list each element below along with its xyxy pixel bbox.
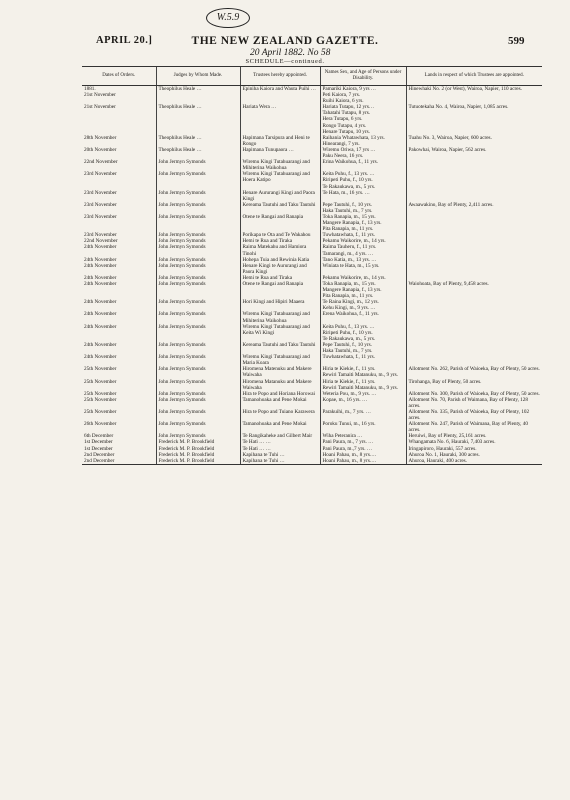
cell-date: 24th November [84, 274, 117, 281]
gazette-date: APRIL 20.] [96, 35, 153, 46]
cell-trustees: Henare Aururangi Kingi and Paora Kingi [240, 190, 320, 202]
cell-trustees: Hori Kingi and Hipiri Maaera [240, 299, 320, 311]
cell-date: 24th November [84, 281, 117, 287]
column-header-trustees: Trustees hereby appointed. [240, 67, 320, 86]
cell-trustees: Hiromena Matenuku and Makere Waiwaha [240, 366, 320, 378]
cell-trustees: Te Rangikaheke and Gilbert Mair [240, 433, 320, 439]
cell-lands [406, 324, 542, 342]
cell-judge: John Jermyn Symonds [156, 391, 240, 397]
schedule-table [82, 66, 542, 465]
cell-lands: Allotment No. 70, Parish of Waimana, Bay of Plenty, 128 acres. [406, 397, 542, 409]
table-row [82, 159, 542, 171]
cell-lands: Whangamata No. 6, Hauraki, 7,403 acres. [406, 439, 542, 445]
cell-lands [406, 342, 542, 354]
cell-trustees: Henare Kingi te Aururangi and Paora Kingi [240, 263, 320, 275]
cell-trustees: Kereama Tautuhi and Taku Tautuhi [240, 342, 320, 354]
cell-judge: John Jermyn Symonds [156, 379, 240, 391]
cell-lands: Pakowhai, Wairoa, Napier, 562 acres. [406, 147, 542, 159]
cell-judge: Theophilus Heale … [156, 147, 240, 159]
cell-names: Hariata Tutapu, 12 yrs… Tahatahi Tutapu, 8 yrs. Hera Tutapu, 6 yrs. Rongo Tutapu, 4 yrs. Henare Tutapu, 10 yrs. [320, 104, 406, 134]
cell-judge: John Jermyn Symonds [156, 232, 240, 238]
table-row [82, 311, 542, 323]
cell-trustees: Otene te Rangai and Ranapia [240, 281, 320, 299]
cell-judge: Theophilus Heale … [156, 86, 240, 105]
cell-trustees: Hemi te Rua and Tiraka [240, 238, 320, 244]
cell-names: Tano Katia, m., 13 yrs. … [320, 257, 406, 263]
cell-date: 25th November [84, 366, 117, 373]
cell-date: 25th November [84, 396, 117, 403]
cell-date: 1st December [84, 445, 113, 452]
cell-date: 23rd November [84, 201, 117, 208]
cell-lands: Waiohoata, Bay of Plenty, 9,458 acres. [406, 281, 542, 299]
cell-names: Winiata te Hata, m., 15 yrs. [320, 263, 406, 275]
cell-trustees: Tamanohoaka and Pene Mokai [240, 397, 320, 409]
cell-judge: Frederick M. P. Brookfield [156, 452, 240, 458]
cell-judge: John Jermyn Symonds [156, 433, 240, 439]
cell-date: 1881. 21st November [84, 86, 116, 99]
cell-date: 23rd November [84, 213, 117, 220]
cell-lands [406, 159, 542, 171]
cell-names: Wiremu Oriwa, 17 yrs … Paku Neera, 16 yrs. [320, 147, 406, 159]
gazette-title: THE NEW ZEALAND GAZETTE. [191, 35, 379, 47]
cell-date: 21st November [84, 104, 116, 111]
cell-date: 24th November [84, 262, 117, 269]
cell-names: Raihania Whatawhata, 13 yrs. Hinearangi, 7 yrs. [320, 135, 406, 147]
cell-names: Erina Waikohua, f., 11 yrs. [320, 159, 406, 171]
cell-names: Poroku Tunui, m., 16 yrs. [320, 421, 406, 433]
cell-judge: John Jermyn Symonds [156, 159, 240, 171]
cell-lands [406, 311, 542, 323]
cell-date: 20th November [84, 146, 117, 153]
cell-date: 6th December [84, 433, 114, 440]
cell-date: 22nd November [84, 238, 118, 245]
cell-judge: John Jermyn Symonds [156, 324, 240, 342]
cell-date: 1st December [84, 439, 113, 446]
cell-names: Pepe Tautuhi, f., 10 yrs. Haka Tautuhi, m., 7 yrs. [320, 202, 406, 214]
cell-trustees: Te Hati … … [240, 446, 320, 452]
cell-judge: John Jermyn Symonds [156, 366, 240, 378]
table-body [82, 86, 542, 465]
cell-date: 24th November [84, 299, 117, 306]
cell-names: Tuwhatawhata, f., 11 yrs. [320, 232, 406, 238]
cell-trustees: Wiremu Kingi Tutahuarangi and Maria Koara [240, 354, 320, 366]
cell-judge: John Jermyn Symonds [156, 311, 240, 323]
table-row [82, 244, 542, 256]
cell-names: Hiria te Kiekie, f., 11 yrs. Rewiri Tamaiti Matanuku, m., 9 yrs. [320, 366, 406, 378]
cell-date: 24th November [84, 256, 117, 263]
table-row [82, 171, 542, 189]
cell-lands [406, 354, 542, 366]
cell-judge: Frederick M. P. Brookfield [156, 446, 240, 452]
cell-judge: John Jermyn Symonds [156, 171, 240, 189]
cell-trustees: Kereama Tautuhi and Taku Tautuhi [240, 202, 320, 214]
cell-trustees: Porikapa te Ota and Te Wakahou [240, 232, 320, 238]
cell-lands [406, 244, 542, 256]
cell-lands [406, 299, 542, 311]
table-row [82, 299, 542, 311]
cell-lands [406, 214, 542, 232]
cell-names: Keita Puhu, f., 13 yrs. … Riripeti Puhu, f., 10 yrs. Te Rakaukawa, m., 5 yrs. [320, 171, 406, 189]
archive-stamp: W.5.9 [206, 8, 250, 28]
table-row [82, 281, 542, 299]
cell-judge: John Jermyn Symonds [156, 263, 240, 275]
cell-names: Hoani Pahau, m., 8 yrs.… [320, 458, 406, 465]
cell-date: 25th November [84, 390, 117, 397]
cell-trustees: Otene te Rangai and Ranapia [240, 214, 320, 232]
cell-judge: John Jermyn Symonds [156, 257, 240, 263]
cell-trustees: Hariata Wera … [240, 104, 320, 134]
cell-trustees: Hapimana Tarsipura and Heni te Rongo [240, 135, 320, 147]
cell-judge: Theophilus Heale … [156, 104, 240, 134]
cell-names: Parakuihi, m., 7 yrs. … [320, 409, 406, 421]
cell-lands: Ahuroa No. 1, Hauraki, 300 acres. [406, 452, 542, 458]
cell-judge: John Jermyn Symonds [156, 354, 240, 366]
cell-trustees: Wiremu Kingi Tutahuarangi and Keita Wi Kingi [240, 324, 320, 342]
cell-lands: Allotment No. 300, Parish of Waioeka, Bay of Plenty, 50 acres. [406, 391, 542, 397]
cell-names: Toka Ranapia, m., 15 yrs. Mangere Ranapia, f., 13 yrs. Pita Ranapia, m., 11 yrs. [320, 281, 406, 299]
table-row [82, 190, 542, 202]
table-row [82, 202, 542, 214]
cell-date: 23rd November [84, 171, 117, 178]
cell-date: 24th November [84, 244, 117, 251]
cell-names: Raima Tauheru, f., 11 yrs. Tamarangi, m., 4 yrs. … [320, 244, 406, 256]
cell-lands: Tuahu No. 3, Wairoa, Napier, 600 acres. [406, 135, 542, 147]
table-row [82, 409, 542, 421]
cell-trustees: Hira te Popo and Horiana Horowai [240, 391, 320, 397]
cell-names: Wiha Peteranira … [320, 433, 406, 439]
cell-names: Keita Puhu, f., 13 yrs. … Riripeti Puhu, f., 10 yrs. Te Rakaukawa, m., 5 yrs. [320, 324, 406, 342]
table-row [82, 397, 542, 409]
table-row [82, 342, 542, 354]
cell-names: Pani Paura, m.,7 yrs. … [320, 446, 406, 452]
cell-judge: John Jermyn Symonds [156, 244, 240, 256]
page-number: 599 [508, 35, 525, 47]
cell-lands: Iringapiroro, Hauraki, 557 acres. [406, 446, 542, 452]
cell-date: 2nd December [82, 458, 156, 465]
column-header-lands: Lands in respect of which Trustees are appointed. [406, 67, 542, 86]
cell-judge: John Jermyn Symonds [156, 214, 240, 232]
cell-trustees: Te Hati … … [240, 439, 320, 445]
table-row [82, 147, 542, 159]
table-row [82, 354, 542, 366]
cell-date: 22nd November [84, 159, 118, 166]
cell-names: Kopae, m., 16 yrs. … [320, 397, 406, 409]
cell-judge: John Jermyn Symonds [156, 275, 240, 281]
cell-names: Weteria Pou, m., 9 yrs. … [320, 391, 406, 397]
cell-names: Hoani Pahau, m., 8 yrs.… [320, 452, 406, 458]
table-row [82, 458, 542, 465]
cell-trustees: Epiniha Kaiora and Wauta Puihi … [240, 86, 320, 105]
cell-date: 24th November [84, 354, 117, 361]
cell-lands: Allotment No. 247, Parish of Waimana, Bay of Plenty, 40 acres. [406, 421, 542, 433]
cell-judge: John Jermyn Symonds [156, 342, 240, 354]
cell-date: 23rd November [84, 189, 117, 196]
cell-lands: Heruiwi, Bay of Plenty, 25,161 acres. [406, 433, 542, 439]
cell-date: 24th November [84, 341, 117, 348]
cell-trustees: Hapimana Tunupaora … [240, 147, 320, 159]
cell-trustees: Wiremu Kingi Tutahuarangi and Hoera Katipo [240, 171, 320, 189]
cell-judge: John Jermyn Symonds [156, 409, 240, 421]
cell-judge: John Jermyn Symonds [156, 281, 240, 299]
column-header-judge: Judges by Whom Made. [156, 67, 240, 86]
cell-judge: John Jermyn Symonds [156, 238, 240, 244]
cell-names: Pepe Tautuhi, f., 10 yrs. Haka Tautuhi, m., 7 yrs. [320, 342, 406, 354]
cell-names: Pamariki Kaiora, 9 yrs … Peti Kaiora, 7 yrs. Ruihi Kaiora, 6 yrs. [320, 86, 406, 105]
cell-lands [406, 263, 542, 275]
cell-trustees: Hohepa Tuia and Rewinia Katia [240, 257, 320, 263]
cell-trustees: Wiremu Kingi Tutahuarangi and Mihiterina Waikohua [240, 311, 320, 323]
table-row [82, 421, 542, 433]
cell-judge: John Jermyn Symonds [156, 299, 240, 311]
table-row [82, 135, 542, 147]
cell-judge: Theophilus Heale … [156, 135, 240, 147]
table-row [82, 379, 542, 391]
cell-lands: Tutuotekaha No. 4, Wairoa, Napier, 1,085 acres. [406, 104, 542, 134]
cell-names: Hiria te Kiekie, f., 11 yrs. Rewiri Tamaiti Matanuku, m., 9 yrs. [320, 379, 406, 391]
cell-trustees: Raima Matekahu and Hamiora Tinohi [240, 244, 320, 256]
cell-lands [406, 171, 542, 189]
table-header-row [82, 67, 542, 86]
cell-judge: John Jermyn Symonds [156, 421, 240, 433]
cell-lands: Ahuroa, Hauraki, 400 acres. [406, 458, 542, 465]
cell-names: Te Raina Kingi, m., 12 yrs. Kehu Kingi, m., 9 yrs. … [320, 299, 406, 311]
cell-names: Pekamu Waikorire, m., 14 yrs. [320, 275, 406, 281]
cell-date: 25th November [84, 408, 117, 415]
cell-names: Pani Paura, m., 7 yrs. … [320, 439, 406, 445]
cell-trustees: Wiremu Kingi Tutahuarangi and Mihiterina Waikohua [240, 159, 320, 171]
cell-trustees: Tamanohoaka and Pene Mokai [240, 421, 320, 433]
column-header-date: Dates of Orders. [82, 67, 156, 86]
cell-date: 24th November [84, 311, 117, 318]
cell-trustees: Hiromena Matanuku and Makere Waiwaha [240, 379, 320, 391]
cell-judge: John Jermyn Symonds [156, 190, 240, 202]
column-header-names: Names Sex, and Age of Persons under Disability. [320, 67, 406, 86]
cell-names: Pekamu Waikorire, m., 14 yrs. [320, 238, 406, 244]
cell-judge: John Jermyn Symonds [156, 202, 240, 214]
table-row [82, 324, 542, 342]
cell-names: Erena Waikohua, f., 11 yrs. [320, 311, 406, 323]
cell-date: 24th November [84, 323, 117, 330]
cell-date: 26th November [84, 421, 117, 428]
cell-trustees: Kapihana te Tuhi … [240, 452, 320, 458]
cell-names: Toka Ranapia, m., 15 yrs. Mangere Ranapia, f., 13 yrs. Pita Ranapia, m., 11 yrs. [320, 214, 406, 232]
cell-judge: Frederick M. P. Brookfield [156, 458, 240, 465]
schedule-label: SCHEDULE—continued. [245, 58, 325, 65]
cell-lands [406, 190, 542, 202]
cell-lands: Allotment No. 262, Parish of Waioeka, Bay of Plenty, 50 acres. [406, 366, 542, 378]
cell-date: 28th November [84, 134, 117, 141]
table-row [82, 104, 542, 134]
cell-date: 23rd November [84, 232, 117, 239]
cell-names: Tuwhatawhata, f., 11 yrs. [320, 354, 406, 366]
table-row [82, 214, 542, 232]
cell-judge: Frederick M. P. Brookfield [156, 439, 240, 445]
cell-judge: John Jermyn Symonds [156, 397, 240, 409]
cell-names: Te Hata, m., 16 yrs. … [320, 190, 406, 202]
handwritten-note: 20 April 1882. No 58 [250, 48, 331, 58]
cell-lands: Allotment No. 335, Parish of Waioeka, Bay of Plenty, 102 acres. [406, 409, 542, 421]
cell-date: 2nd December [84, 451, 115, 458]
cell-trustees: Hira te Popo and Tuiano Karawera [240, 409, 320, 421]
cell-date: 25th November [84, 378, 117, 385]
cell-lands: Hinewhaki No. 2 (or West), Wairoa, Napier, 110 acres. [406, 86, 542, 105]
table-row [82, 263, 542, 275]
table-row [82, 86, 542, 105]
table-row [82, 366, 542, 378]
cell-lands: Awaawakino, Bay of Plenty, 2,411 acres. [406, 202, 542, 214]
cell-trustees: Hemi te Rua and Tiraka [240, 275, 320, 281]
cell-trustees: Kapihana te Tuhi … [240, 458, 320, 465]
cell-lands: Tirohanga, Bay of Plenty, 50 acres. [406, 379, 542, 391]
